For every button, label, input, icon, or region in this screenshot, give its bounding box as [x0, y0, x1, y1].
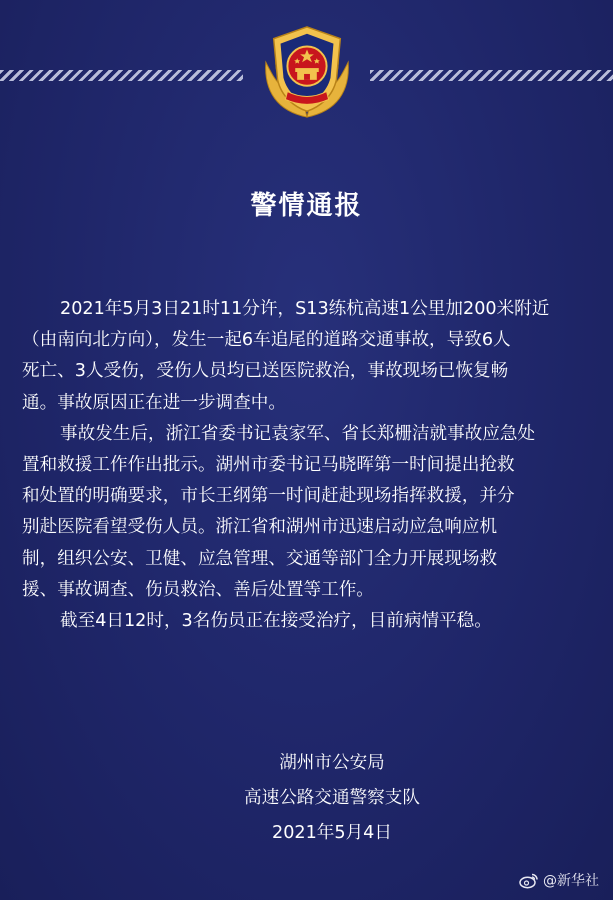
signature-org1: 湖州市公安局 — [279, 753, 385, 773]
police-emblem-icon — [258, 22, 356, 122]
paragraph-2-line-2: 置和救援工作作出批示。湖州市委书记马晓晖第一时间提出抢救 — [22, 454, 515, 475]
weibo-icon — [519, 872, 539, 889]
paragraph-3-line-1: 截至4日12时，3名伤员正在接受治疗，目前病情平稳。 — [60, 610, 492, 631]
paragraph-1-line-4: 通。事故原因正在进一步调查中。 — [22, 392, 286, 413]
decorative-band-right — [370, 70, 613, 81]
signature-date: 2021年5月4日 — [272, 823, 392, 843]
paragraph-2-line-1: 事故发生后，浙江省委书记袁家军、省长郑栅洁就事故应急处 — [60, 423, 536, 444]
paragraph-2-line-4: 别赴医院看望受伤人员。浙江省和湖州市迅速启动应急响应机 — [22, 517, 498, 538]
notice-body — [22, 294, 594, 637]
watermark-text: @新华社 — [543, 873, 599, 889]
paragraph-1-line-3: 死亡、3人受伤，受伤人员均已送医院救治，事故现场已恢复畅 — [22, 361, 509, 382]
paragraph-2-line-3: 和处置的明确要求，市长王纲第一时间赶赴现场指挥救援，并分 — [22, 486, 515, 507]
paragraph-1-line-2: （由南向北方向），发生一起6车追尾的道路交通事故，导致6人 — [22, 330, 511, 351]
paragraph-2-line-6: 援、事故调查、伤员救治、善后处置等工作。 — [22, 579, 374, 600]
notice-title: 警情通报 — [250, 191, 363, 221]
watermark — [519, 870, 599, 890]
paragraph-1-line-1: 2021年5月3日21时11分许，S13练杭高速1公里加200米附近 — [60, 299, 550, 319]
decorative-band-left — [0, 70, 243, 81]
paragraph-2-line-5: 制，组织公安、卫健、应急管理、交通等部门全力开展现场救 — [22, 548, 498, 569]
signature-org2: 高速公路交通警察支队 — [244, 788, 420, 808]
